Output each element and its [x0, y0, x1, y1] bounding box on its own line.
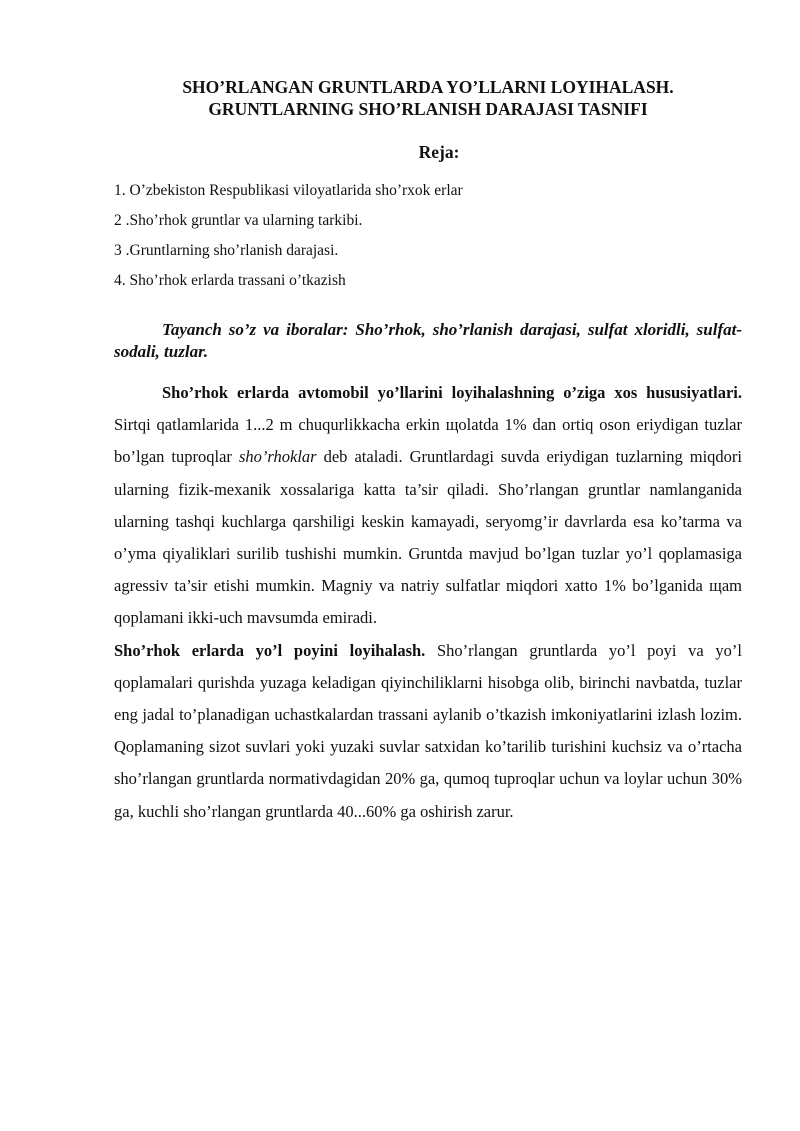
plan-item-1: 1. O’zbekiston Respublikasi viloyatlarida sho’rxok erlar [114, 182, 463, 199]
paragraph-features-text-a: Sirtqi qatlamlarida 1...2 m chuqurlikkacha erkin щolatda 1% dan ortiq oson eriydigan tuzlar bo’lgan tuproqlar [114, 415, 742, 467]
paragraph-features-text-b: deb ataladi. Gruntlardagi suvda eriydigan tuzlarning miqdori ularning fizik-mexanik xossalariga katta ta’sir qiladi. Sho’rlangan gruntlar namlanganida ularning tashqi kuchlarga qarshiligi keskin kamayadi, seryomg’ir davrlarda esa ko’tarma va o’yma qiyaliklari surilib tushishi mumkin. Gruntda mavjud bo’lgan tuzlar yo’l qoplamasiga agressiv ta’sir etishi mumkin. Magniy va natriy sulfatlar miqdori xatto 1% bo’lganida щam qoplamani ikki-uch mavsumda emiradi. [114, 447, 742, 628]
plan-heading: Reja: [418, 142, 460, 162]
paragraph-roadbed-design [114, 635, 742, 828]
title-line-2: GRUNTLARNING SHO’RLANISH DARAJASI TASNIFI [208, 99, 648, 119]
paragraph-features-heading: Sho’rhok erlarda avtomobil yo’llarini loyihalashning o’ziga xos hususiyatlari. [162, 383, 742, 402]
term-shorhoklar: sho’rhoklar [238, 447, 317, 467]
title-line-1: SHO’RLANGAN GRUNTLARDA YO’LLARNI LOYIHALASH. [182, 77, 674, 97]
plan-item-4: 4. Sho’rhok erlarda trassani o’tkazish [114, 272, 346, 289]
document-page [114, 76, 742, 828]
plan-item-2: 2 .Sho’rhok gruntlar va ularning tarkibi. [114, 212, 363, 229]
paragraph-roadbed-heading: Sho’rhok erlarda yo’l poyini loyihalash. [114, 640, 426, 660]
document-title [114, 76, 742, 120]
paragraph-features [114, 377, 742, 635]
keywords-paragraph: Tayanch so’z va iboralar: Sho’rhok, sho’rlanish darajasi, sulfat xloridli, sulfat-sodali, tuzlar. [114, 320, 742, 361]
paragraph-roadbed-text: Sho’rlangan gruntlarda yo’l poyi va yo’l qoplamalari qurishda yuzaga keladigan qiyinchiliklarni hisobga olib, birinchi navbatda, tuzlar eng jadal to’planadigan uchastkalardan trassani aylanib o’tkazish imkoniyatlarini izlash lozim. Qoplamaning sizot suvlari yoki yuzaki suvlar satxidan ko’tarilib turishini kuchsiz va o’rtacha sho’rlangan gruntlarda normativdagidan 20% ga, qumoq tuproqlar uchun va loylar uchun 30% ga, kuchli sho’rlangan gruntlarda 40...60% ga oshirish zarur. [114, 640, 742, 821]
plan-list [114, 181, 742, 291]
plan-item-3: 3 .Gruntlarning sho’rlanish darajasi. [114, 242, 339, 259]
